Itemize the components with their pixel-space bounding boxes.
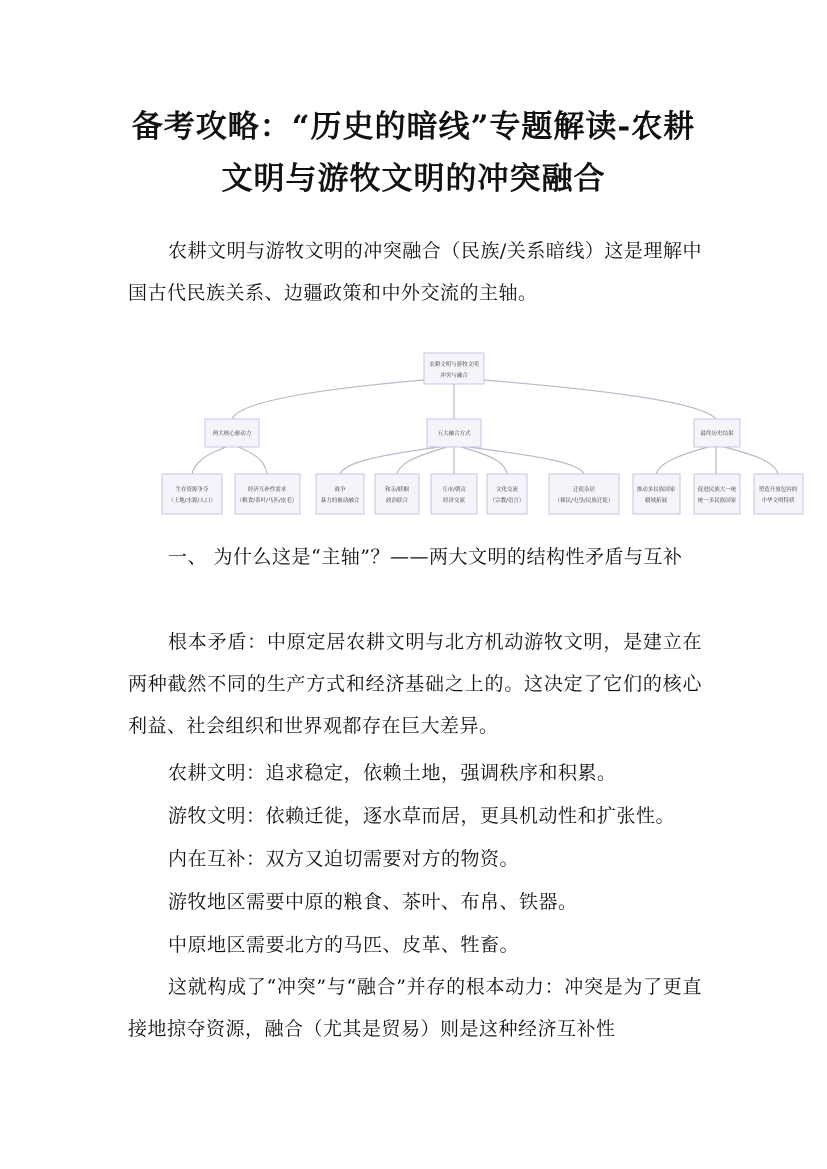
leaf-2-4-line-1: 文化交流 — [495, 487, 519, 493]
leaf-1-2-line-2: （粮食/茶叶/马匹/皮毛） — [236, 498, 298, 504]
diagram-leaf-2-2 — [375, 474, 419, 514]
leaf-2-1-line-1: 战争 — [334, 487, 346, 493]
central-needs-line: 中原地区需要北方的马匹、皮革、牲畜。 — [168, 934, 520, 956]
leaf-2-5-line-2: （移民/屯垦/民族迁徙） — [554, 498, 614, 504]
leaf-2-1-line-2: 暴力的被动融合 — [320, 498, 360, 504]
leaf-3-1-line-1: 推动多民族国家 — [636, 487, 676, 493]
leaf-2-2-line-1: 和亲/联姻 — [385, 487, 409, 493]
diagram-branch-3 — [694, 419, 740, 447]
leaf-1-1-line-1: 生存资源争夺 — [175, 487, 209, 493]
edge-root-branch-1 — [232, 380, 424, 419]
title-line-1: 备考攻略：“历史的暗线”专题解读-农耕 — [131, 109, 696, 145]
diagram-leaf-1-2 — [235, 474, 300, 514]
complementarity-line: 内在互补：双方又迫切需要对方的物资。 — [168, 848, 520, 870]
conclusion-paragraph: 这就构成了“冲突”与“融合”并存的根本动力：冲突是为了更直接地掠夺资源，融合（尤其是贸易）则是这种经济互补性 — [128, 976, 702, 1040]
leaf-2-3-line-2: 经济交流 — [442, 498, 466, 504]
edge-b1-c1 — [192, 447, 226, 474]
diagram-leaf-2-4 — [487, 474, 527, 514]
root-node-line-1: 农耕文明与游牧文明 — [429, 362, 479, 368]
leaf-2-5-line-1: 迁徙杂居 — [572, 487, 596, 493]
leaf-2-3-line-1: 互市/朝贡 — [442, 487, 466, 493]
diagram-leaf-3-3 — [754, 474, 803, 514]
leaf-1-1-line-2: （土地/水源/人口） — [168, 498, 216, 504]
root-node-line-2: 冲突与融合 — [440, 373, 468, 379]
edge-b1-c2 — [238, 447, 267, 474]
branch-2-label: 五大融合方式 — [437, 431, 471, 437]
intro-paragraph: 农耕文明与游牧文明的冲突融合（民族/关系暗线）这是理解中国古代民族关系、边疆政策和中外交流的主轴。 — [128, 240, 702, 304]
diagram-branch-2 — [427, 419, 481, 447]
section-1-heading: 一、 为什么这是“主轴”？——两大文明的结构性矛盾与互补 — [168, 546, 683, 568]
leaf-1-2-line-1: 经济互补性需求 — [247, 487, 287, 493]
leaf-3-3-line-1: 塑造开放包容的 — [758, 487, 798, 493]
diagram-branch-1 — [205, 419, 259, 447]
diagram-root-node — [424, 353, 484, 384]
branch-1-label: 两大核心驱动力 — [212, 431, 252, 437]
diagram-leaf-3-2 — [694, 474, 740, 514]
edge-b2-c5 — [468, 447, 584, 474]
nomad-needs-line: 游牧地区需要中原的粮食、茶叶、布帛、铁器。 — [168, 891, 578, 913]
diagram-leaf-2-5 — [549, 474, 619, 514]
leaf-3-2-line-1: 促进民族大一统 — [697, 487, 737, 493]
diagram-leaf-3-1 — [633, 474, 680, 514]
edge-root-branch-3 — [484, 380, 716, 419]
root-contradiction-paragraph: 根本矛盾：中原定居农耕文明与北方机动游牧文明，是建立在两种截然不同的生产方式和经济基础之上的。这决定了它们的核心利益、社会组织和世界观都存在巨大差异。 — [128, 631, 702, 737]
leaf-2-4-line-2: （宗教/语言） — [489, 498, 525, 504]
title-line-2: 文明与游牧文明的冲突融合 — [221, 161, 606, 197]
diagram-leaf-2-1 — [316, 474, 364, 514]
leaf-3-1-line-2: 疆域拓展 — [644, 498, 668, 504]
leaf-3-3-line-2: 中华文明特质 — [761, 498, 795, 504]
diagram-leaf-2-3 — [431, 474, 477, 514]
leaf-2-2-line-2: 政治联合 — [385, 498, 409, 504]
edge-b2-c1 — [340, 447, 440, 474]
diagram-leaf-1-1 — [162, 474, 222, 514]
edge-b3-c1 — [656, 447, 708, 474]
edge-b2-c2 — [397, 447, 447, 474]
nomad-civilization-line: 游牧文明：依赖迁徙，逐水草而居，更具机动性和扩张性。 — [168, 805, 676, 827]
agri-civilization-line: 农耕文明：追求稳定，依赖土地，强调秩序和积累。 — [168, 762, 617, 784]
branch-3-label: 最终历史结果 — [700, 431, 734, 437]
leaf-3-2-line-2: 统一多民族国家 — [697, 498, 737, 504]
edge-b3-c3 — [724, 447, 778, 474]
diagram-edges — [192, 380, 778, 474]
